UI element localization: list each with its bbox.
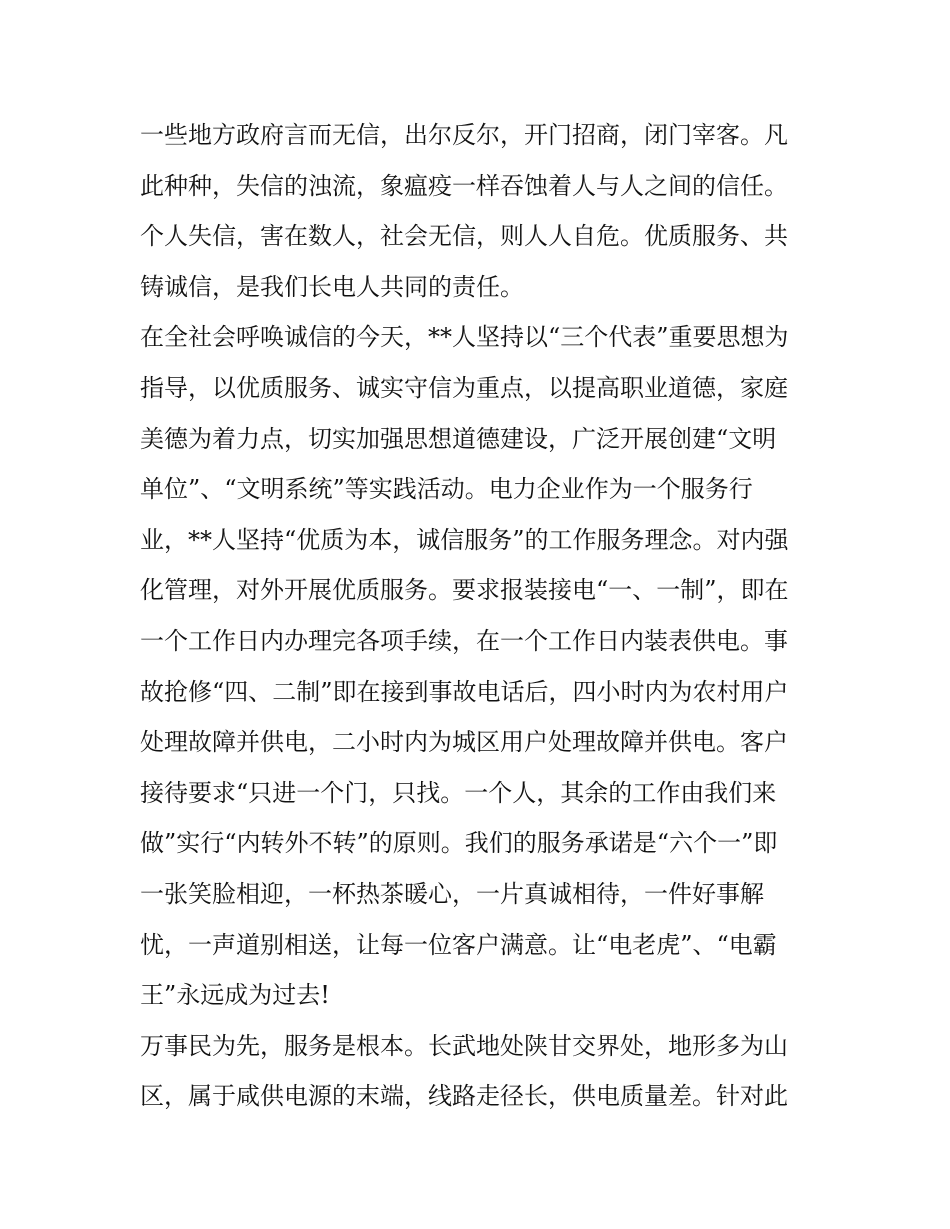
text-line: 指导，以优质服务、诚实守信为重点，以提高职业道德，家庭 [140, 373, 788, 402]
text-line: 铸诚信，是我们长电人共同的责任。 [140, 272, 524, 301]
text-line: 单位”、“文明系统”等实践活动。电力企业作为一个服务行 [140, 475, 753, 504]
text-line: 个人失信，害在数人，社会无信，则人人自危。优质服务、共 [140, 222, 788, 251]
text-line: 万事民为先，服务是根本。长武地处陕甘交界处，地形多为山 [140, 1031, 788, 1060]
text-line: 在全社会呼唤诚信的今天，**人坚持以“三个代表”重要思想为 [140, 323, 789, 352]
text-line: 一个工作日内办理完各项手续，在一个工作日内装表供电。事 [140, 626, 788, 655]
document-body [140, 110, 820, 1122]
text-line: 美德为着力点，切实加强思想道德建设，广泛开展创建“文明 [140, 424, 777, 453]
text-line: 接待要求“只进一个门，只找。一个人，其余的工作由我们来 [140, 778, 777, 807]
text-line: 故抢修“四、二制”即在接到事故电话后，四小时内为农村用户 [140, 677, 789, 706]
text-line: 此种种，失信的浊流，象瘟疫一样吞蚀着人与人之间的信任。 [140, 171, 788, 200]
text-line: 区，属于咸供电源的末端，线路走径长，供电质量差。针对此 [140, 1082, 788, 1111]
text-line: 王”永远成为过去! [140, 981, 330, 1010]
text-line: 一些地方政府言而无信，出尔反尔，开门招商，闭门宰客。凡 [140, 121, 788, 149]
text-line: 忧，一声道别相送，让每一位客户满意。让“电老虎”、“电霸 [140, 930, 777, 959]
text-line: 一张笑脸相迎，一杯热茶暖心，一片真诚相待，一件好事解 [140, 879, 764, 908]
text-line: 做”实行“内转外不转”的原则。我们的服务承诺是“六个一”即 [140, 829, 778, 858]
text-line: 业，**人坚持“优质为本，诚信服务”的工作服务理念。对内强 [140, 525, 789, 554]
text-line: 化管理，对外开展优质服务。要求报装接电“一、一制”，即在 [140, 576, 789, 605]
text-line: 处理故障并供电，二小时内为城区用户处理故障并供电。客户 [140, 728, 788, 757]
